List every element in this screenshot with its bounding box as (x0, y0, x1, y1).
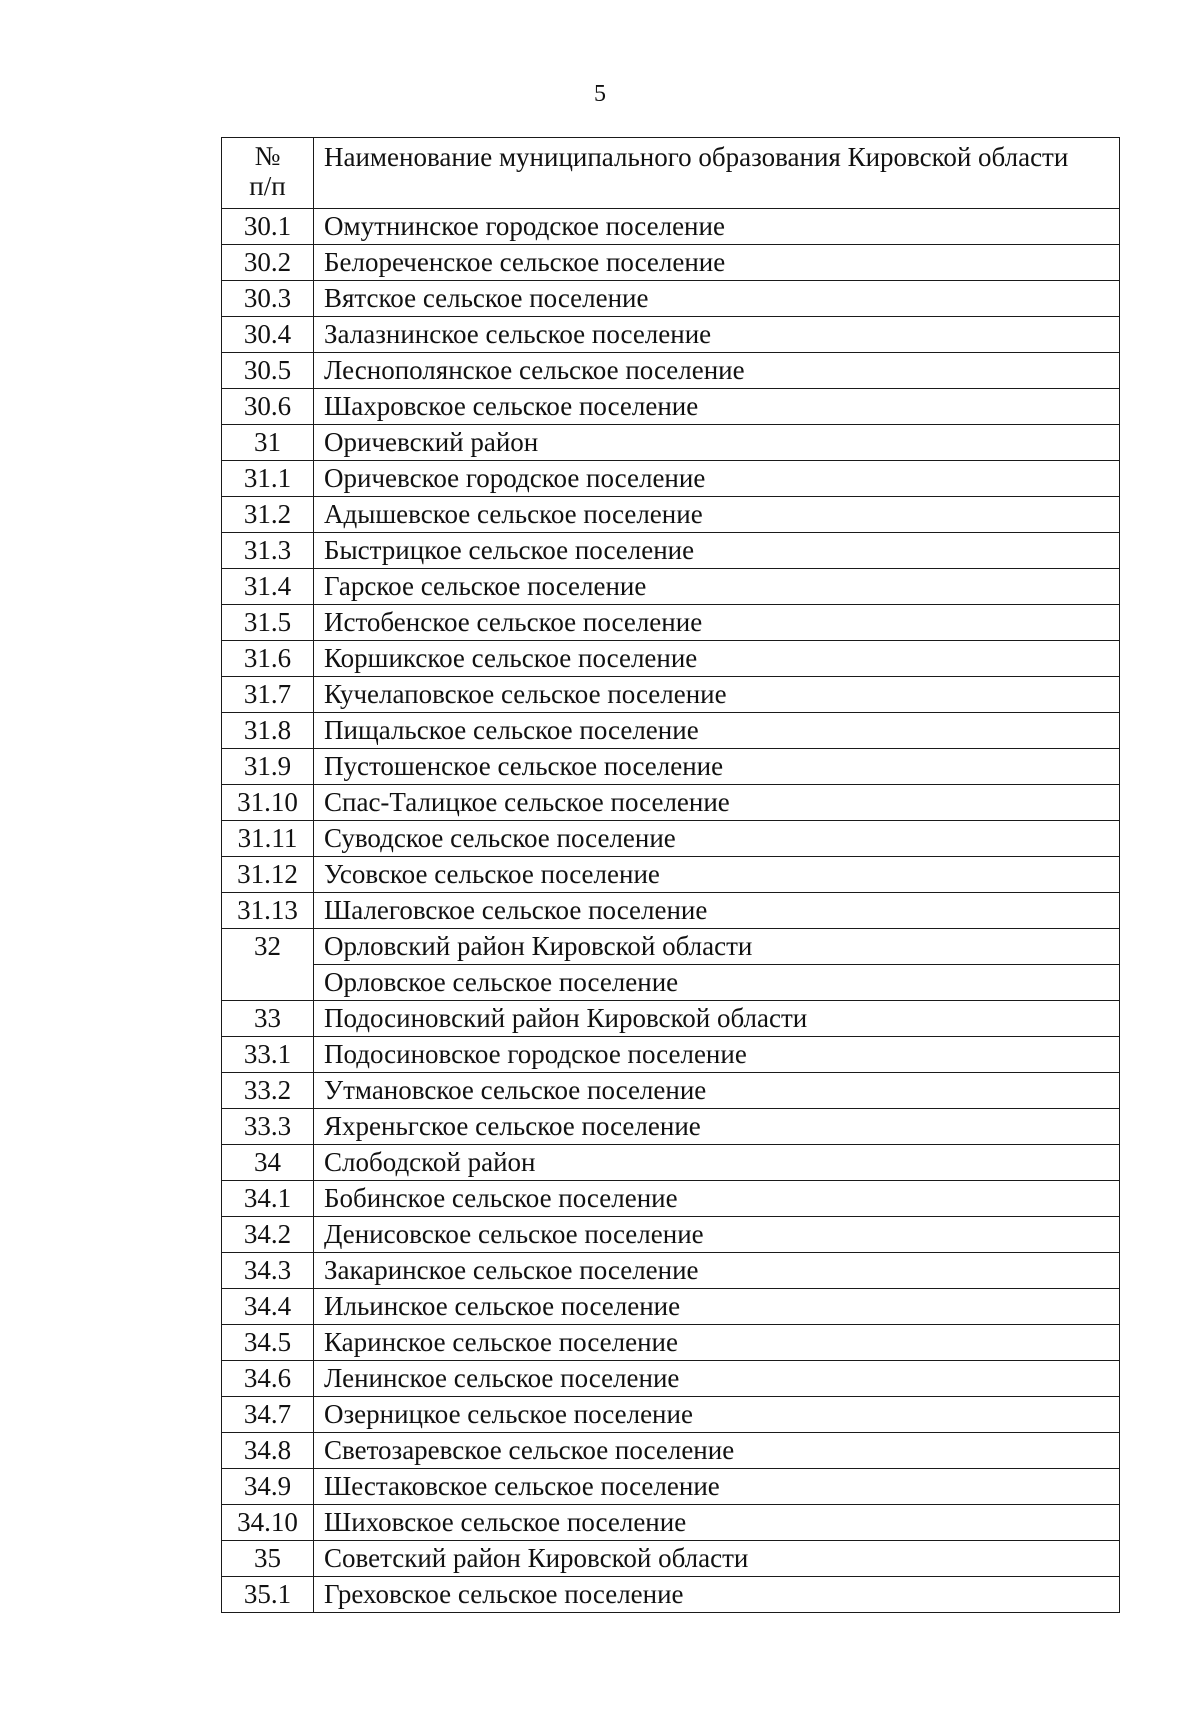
row-number: 31.3 (222, 533, 314, 569)
row-number: 30.1 (222, 209, 314, 245)
row-name: Ленинское сельское поселение (314, 1361, 1120, 1397)
row-number: 31.9 (222, 749, 314, 785)
row-number: 34.6 (222, 1361, 314, 1397)
table-row (222, 245, 1120, 281)
table-row (222, 677, 1120, 713)
table-row (222, 281, 1120, 317)
table-row (222, 1001, 1120, 1037)
row-number: 34.8 (222, 1433, 314, 1469)
row-name: Шахровское сельское поселение (314, 389, 1120, 425)
table-row (222, 533, 1120, 569)
row-number: 34.3 (222, 1253, 314, 1289)
row-number: 30.5 (222, 353, 314, 389)
row-number: 34.2 (222, 1217, 314, 1253)
row-name: Оричевский район (314, 425, 1120, 461)
table-row (222, 1433, 1120, 1469)
table-row (222, 929, 1120, 965)
row-name: Яхреньгское сельское поселение (314, 1109, 1120, 1145)
row-name: Истобенское сельское поселение (314, 605, 1120, 641)
row-number: 35.1 (222, 1577, 314, 1613)
row-number: 31.8 (222, 713, 314, 749)
row-name: Греховское сельское поселение (314, 1577, 1120, 1613)
table-row (222, 1325, 1120, 1361)
row-name: Спас-Талицкое сельское поселение (314, 785, 1120, 821)
column-header-number-line2: п/п (249, 171, 286, 201)
row-name: Слободской район (314, 1145, 1120, 1181)
table-header (222, 138, 1120, 209)
table-row (222, 1505, 1120, 1541)
table-row (222, 785, 1120, 821)
row-name: Пустошенское сельское поселение (314, 749, 1120, 785)
row-name: Озерницкое сельское поселение (314, 1397, 1120, 1433)
table-row (222, 497, 1120, 533)
row-name: Шестаковское сельское поселение (314, 1469, 1120, 1505)
row-number: 34.4 (222, 1289, 314, 1325)
table-row (222, 1145, 1120, 1181)
row-number: 31.12 (222, 857, 314, 893)
table-row (222, 641, 1120, 677)
table-row (222, 353, 1120, 389)
table-row (222, 893, 1120, 929)
row-name: Усовское сельское поселение (314, 857, 1120, 893)
row-number: 31.6 (222, 641, 314, 677)
row-number: 30.4 (222, 317, 314, 353)
table-row (222, 749, 1120, 785)
table-row (222, 569, 1120, 605)
row-number: 34.9 (222, 1469, 314, 1505)
table-row (222, 605, 1120, 641)
row-name: Подосиновское городское поселение (314, 1037, 1120, 1073)
table-row (222, 1073, 1120, 1109)
row-number: 31.4 (222, 569, 314, 605)
row-name: Оричевское городское поселение (314, 461, 1120, 497)
row-number: 35 (222, 1541, 314, 1577)
row-name: Орловское сельское поселение (314, 965, 1120, 1001)
row-number: 33.3 (222, 1109, 314, 1145)
row-number: 33 (222, 1001, 314, 1037)
table-row (222, 965, 1120, 1001)
row-name: Леснополянское сельское поселение (314, 353, 1120, 389)
table-row (222, 461, 1120, 497)
row-number: 31.1 (222, 461, 314, 497)
page-number: 5 (594, 81, 606, 107)
row-number: 30.6 (222, 389, 314, 425)
row-name: Шиховское сельское поселение (314, 1505, 1120, 1541)
table-row (222, 317, 1120, 353)
table-row (222, 209, 1120, 245)
row-name: Ильинское сельское поселение (314, 1289, 1120, 1325)
table-row (222, 1361, 1120, 1397)
table-row (222, 1541, 1120, 1577)
column-header-name: Наименование муниципального образования Кировской области (314, 138, 1120, 209)
row-number: 34.1 (222, 1181, 314, 1217)
row-number: 31.11 (222, 821, 314, 857)
row-name: Адышевское сельское поселение (314, 497, 1120, 533)
row-name: Омутнинское городское поселение (314, 209, 1120, 245)
table-row (222, 857, 1120, 893)
table-row (222, 1109, 1120, 1145)
table-row (222, 1253, 1120, 1289)
table-row (222, 1181, 1120, 1217)
row-name: Белореченское сельское поселение (314, 245, 1120, 281)
row-name: Залазнинское сельское поселение (314, 317, 1120, 353)
row-name: Утмановское сельское поселение (314, 1073, 1120, 1109)
table-row (222, 1037, 1120, 1073)
row-number: 31 (222, 425, 314, 461)
row-number: 34.10 (222, 1505, 314, 1541)
row-number: 34.5 (222, 1325, 314, 1361)
row-number: 34 (222, 1145, 314, 1181)
row-number: 30.2 (222, 245, 314, 281)
row-number: 31.10 (222, 785, 314, 821)
row-name: Советский район Кировской области (314, 1541, 1120, 1577)
table-row (222, 1469, 1120, 1505)
column-header-number (222, 138, 314, 209)
table-row (222, 425, 1120, 461)
row-number: 31.5 (222, 605, 314, 641)
row-name: Каринское сельское поселение (314, 1325, 1120, 1361)
table-row (222, 1577, 1120, 1613)
row-name: Подосиновский район Кировской области (314, 1001, 1120, 1037)
row-number: 34.7 (222, 1397, 314, 1433)
row-name: Вятское сельское поселение (314, 281, 1120, 317)
row-name: Кучелаповское сельское поселение (314, 677, 1120, 713)
row-name: Пищальское сельское поселение (314, 713, 1120, 749)
column-header-number-line1: № (254, 141, 281, 171)
row-name: Гарское сельское поселение (314, 569, 1120, 605)
table-row (222, 1289, 1120, 1325)
row-number: 32 (222, 929, 314, 1001)
row-name: Денисовское сельское поселение (314, 1217, 1120, 1253)
row-name: Закаринское сельское поселение (314, 1253, 1120, 1289)
table-row (222, 821, 1120, 857)
row-number: 33.2 (222, 1073, 314, 1109)
table-row (222, 1217, 1120, 1253)
row-name: Суводское сельское поселение (314, 821, 1120, 857)
row-number: 30.3 (222, 281, 314, 317)
table-header-row (222, 138, 1120, 209)
table-body (222, 209, 1120, 1613)
row-name: Коршикское сельское поселение (314, 641, 1120, 677)
row-name: Быстрицкое сельское поселение (314, 533, 1120, 569)
row-name: Шалеговское сельское поселение (314, 893, 1120, 929)
row-number: 31.2 (222, 497, 314, 533)
table-row (222, 389, 1120, 425)
row-number: 33.1 (222, 1037, 314, 1073)
municipality-table (221, 137, 1120, 1613)
table-row (222, 1397, 1120, 1433)
row-number: 31.13 (222, 893, 314, 929)
row-name: Светозаревское сельское поселение (314, 1433, 1120, 1469)
row-name: Бобинское сельское поселение (314, 1181, 1120, 1217)
row-number: 31.7 (222, 677, 314, 713)
row-name: Орловский район Кировской области (314, 929, 1120, 965)
table-row (222, 713, 1120, 749)
